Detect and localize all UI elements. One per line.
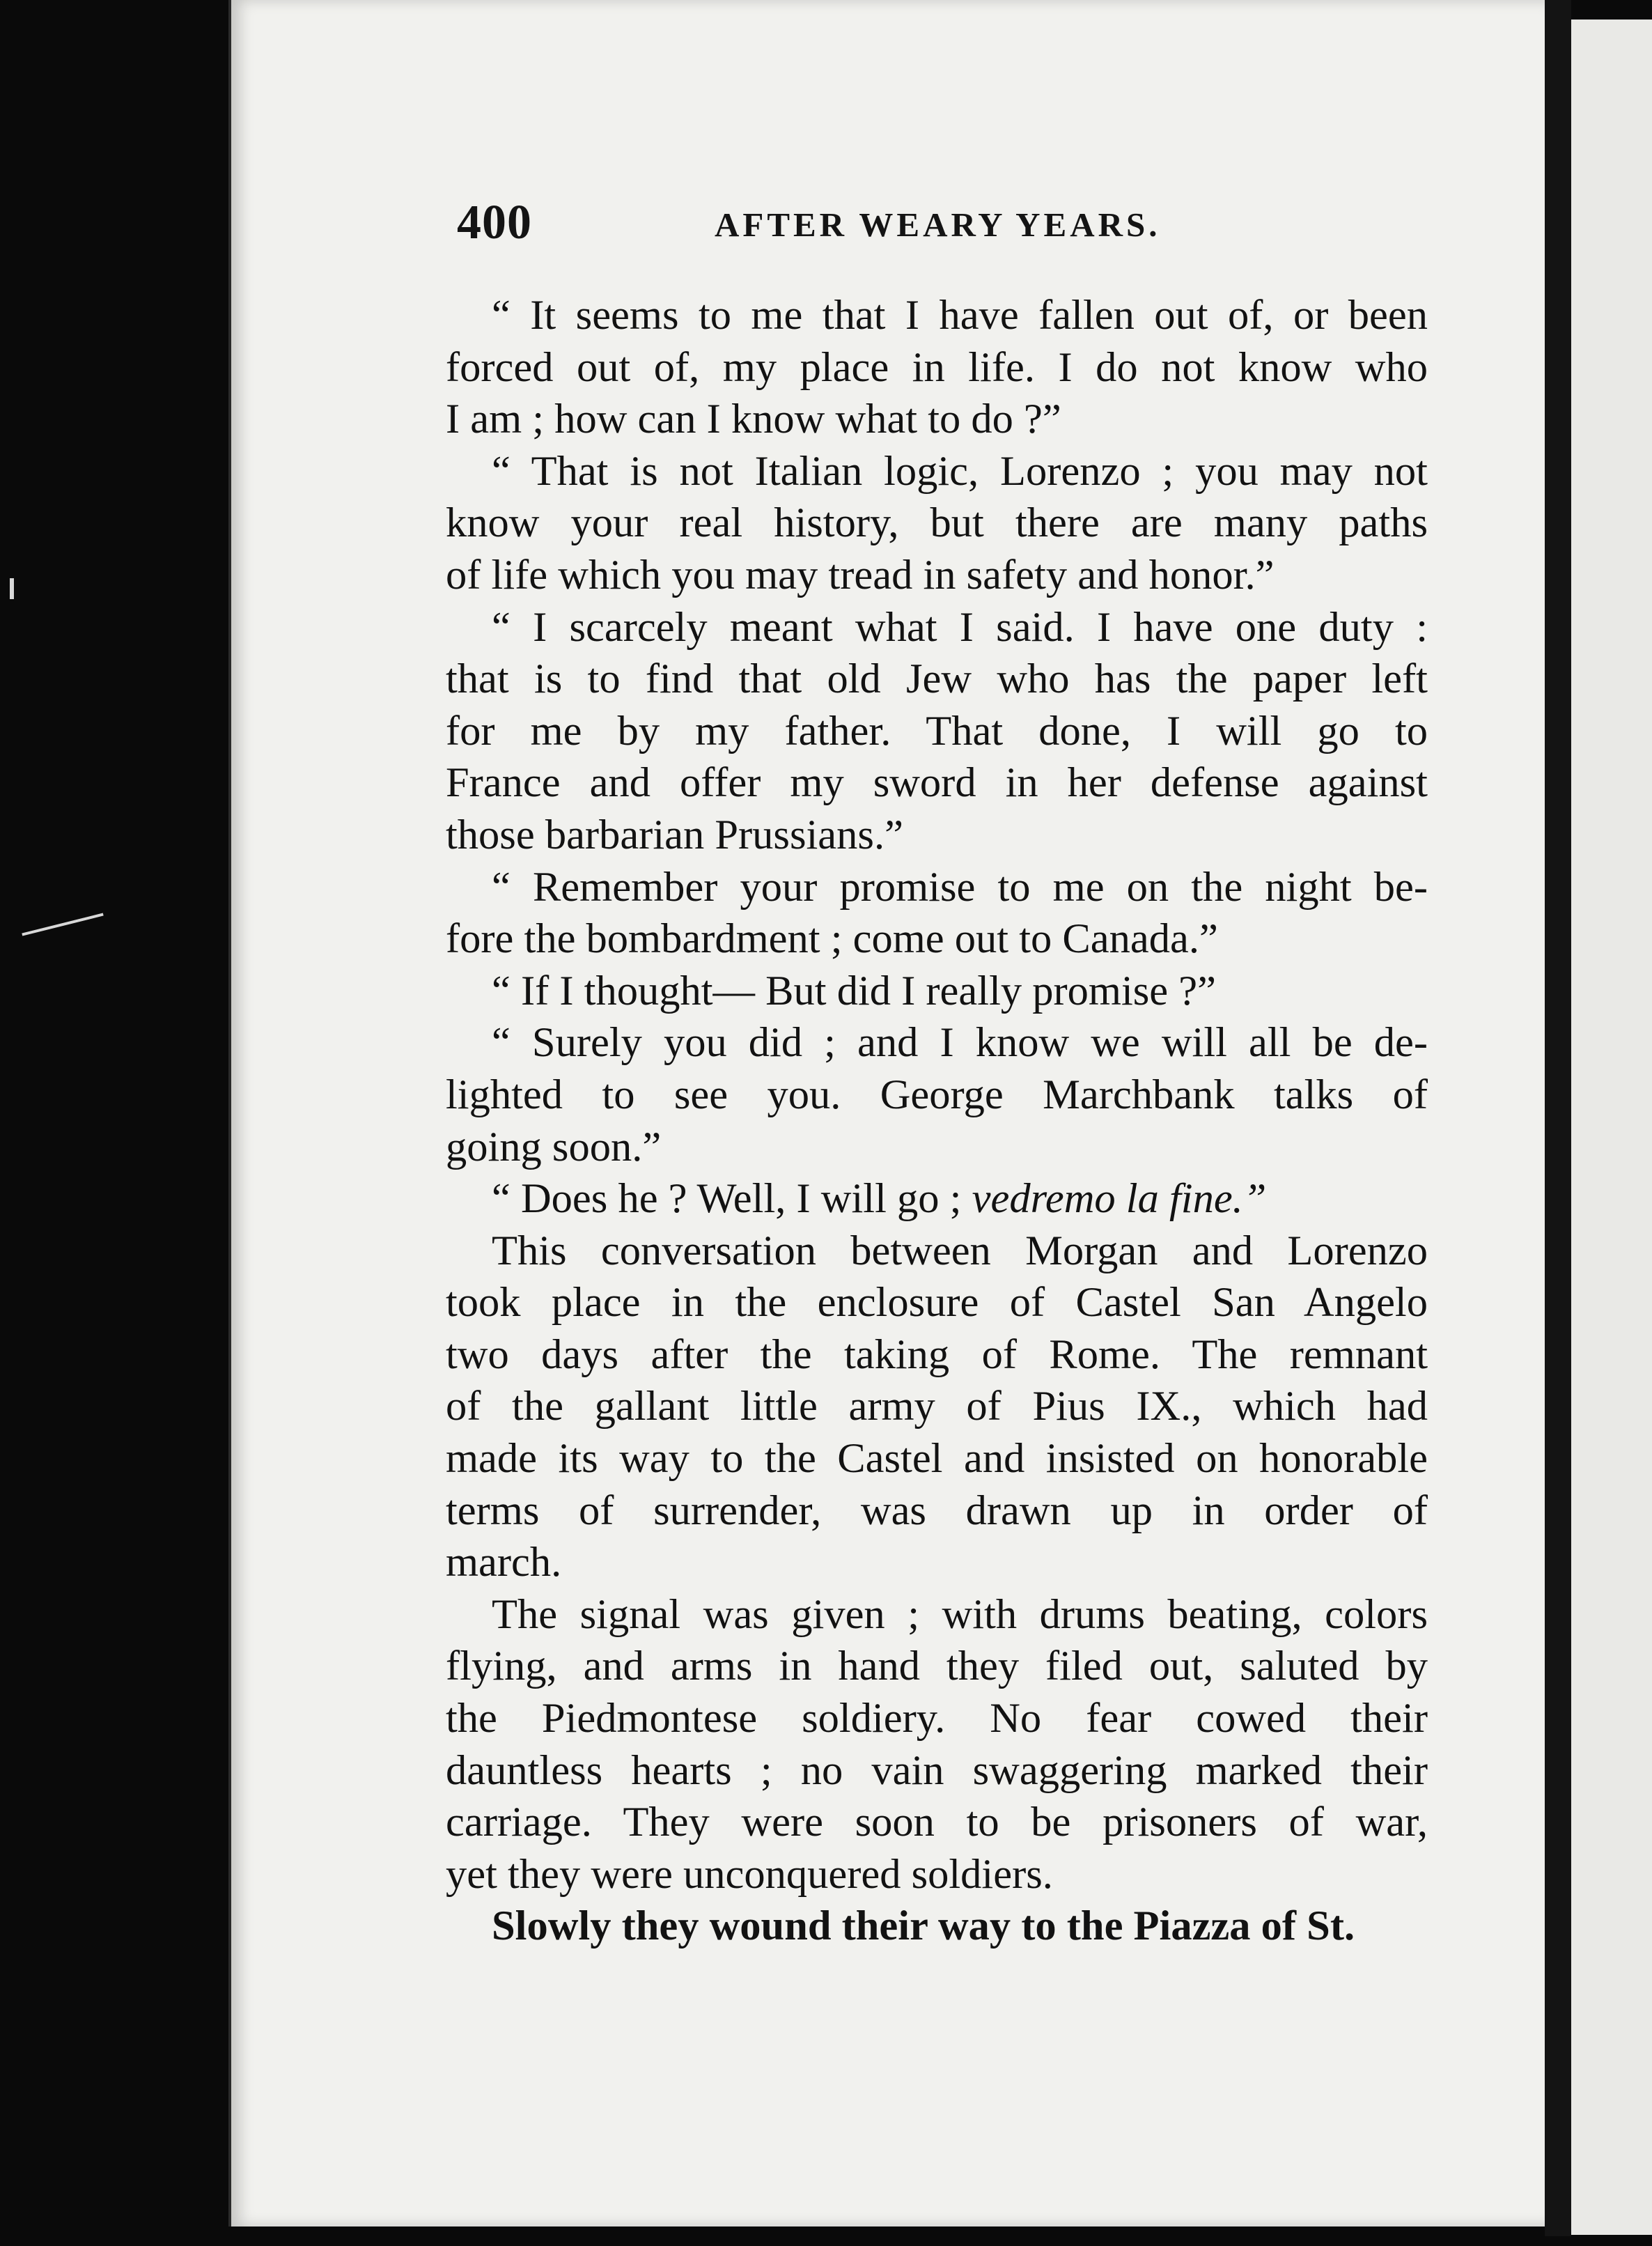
text-line [446, 1173, 1428, 1225]
text-line: The signal was given ; with drums beating, colors [492, 1590, 1428, 1638]
text-line: dauntless hearts ; no vain swaggering marked their [446, 1747, 1428, 1794]
text-line: This conversation between Morgan and Lorenzo [492, 1227, 1428, 1274]
text-line: of life which you may tread in safety and honor.” [446, 551, 1275, 598]
italic-phrase: vedremo la fine.” [972, 1175, 1267, 1223]
text-line: “ It seems to me that I have fallen out of, or been [492, 292, 1428, 339]
text-line: took place in the enclosure of Castel San Angelo [446, 1279, 1428, 1326]
text-line: the Piedmontese soldiery. No fear cowed their [446, 1695, 1428, 1742]
text-line: “ Surely you did ; and I know we will all be de- [492, 1019, 1428, 1067]
running-title: AFTER WEARY YEARS. [715, 206, 1161, 244]
text-line: of the gallant little army of Pius IX., which had [446, 1383, 1428, 1430]
text-line: forced out of, my place in life. I do not know who [446, 343, 1428, 391]
text-line: carriage. They were soon to be prisoners of war, [446, 1799, 1428, 1846]
page-header [457, 195, 1432, 265]
text-line: terms of surrender, was drawn up in order of [446, 1487, 1428, 1534]
text-line: France and offer my sword in her defense against [446, 759, 1428, 807]
text-line: “ That is not Italian logic, Lorenzo ; you may not [492, 447, 1428, 495]
text-line: two days after the taking of Rome. The remnant [446, 1331, 1428, 1378]
page-number: 400 [457, 196, 532, 249]
scan-speck [10, 578, 14, 599]
next-page-edge [1571, 20, 1652, 2235]
text-line: those barbarian Prussians.” [446, 811, 903, 858]
text-line: I am ; how can I know what to do ?” [446, 396, 1061, 443]
text-line: know your real history, but there are many paths [446, 499, 1428, 547]
page-gutter [1545, 0, 1571, 2236]
text-line: flying, and arms in hand they filed out, saluted by [446, 1643, 1428, 1690]
text-line: that is to find that old Jew who has the paper left [446, 656, 1428, 703]
text-line: made its way to the Castel and insisted on honorable [446, 1435, 1428, 1482]
text-line: Slowly they wound their way to the Piazza of St. [492, 1903, 1355, 1950]
text-line: march. [446, 1539, 562, 1586]
text-line: fore the bombardment ; come out to Canada.” [446, 915, 1218, 963]
text-line: for me by my father. That done, I will go to [446, 707, 1428, 754]
text-line: “ I scarcely meant what I said. I have one duty : [492, 603, 1428, 651]
text-line: “ Remember your promise to me on the night be- [492, 863, 1428, 911]
body-text [446, 290, 1428, 1953]
text-line: going soon.” [446, 1123, 662, 1170]
text-line: “ If I thought— But did I really promise ?” [492, 967, 1216, 1014]
text-segment: “ Does he ? Well, I will go ; [492, 1175, 972, 1223]
scan-scratch [22, 913, 103, 936]
text-line: yet they were unconquered soldiers. [446, 1850, 1053, 1898]
text-line: lighted to see you. George Marchbank talks of [446, 1071, 1428, 1118]
